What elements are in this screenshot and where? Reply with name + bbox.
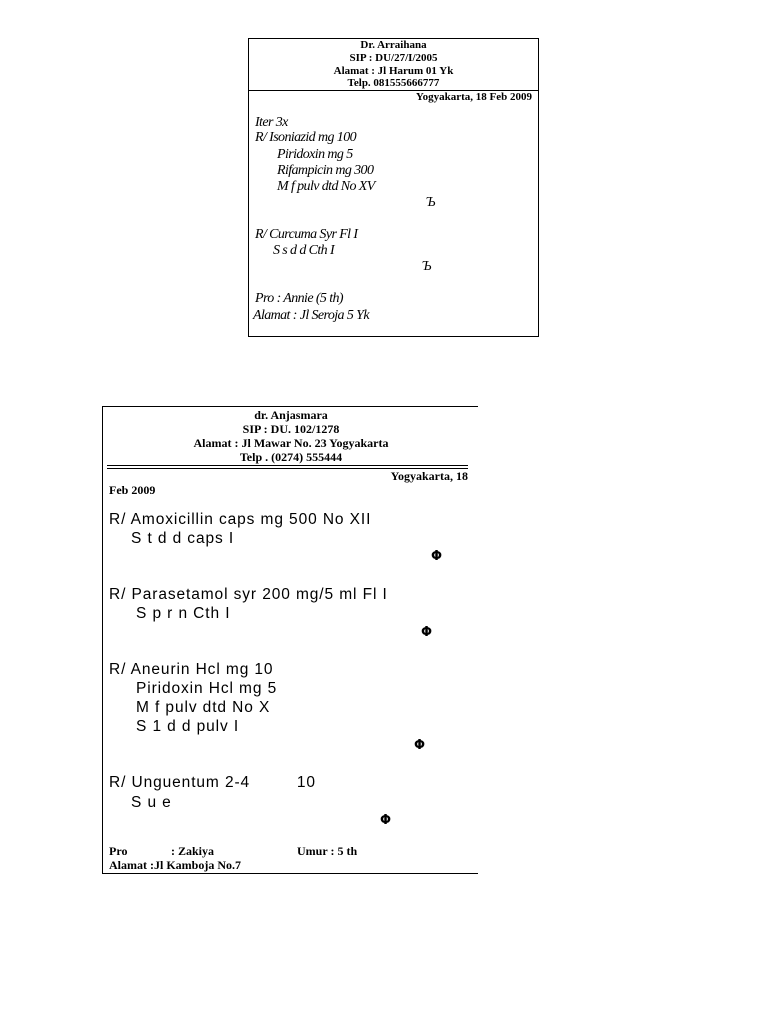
signature-mark: Φ xyxy=(380,813,392,828)
rx-line: S 1 d d pulv I xyxy=(136,718,240,735)
patient-address: Alamat : Jl Seroja 5 Yk xyxy=(253,308,369,323)
header-divider xyxy=(107,465,468,466)
patient-address: Alamat :Jl Kamboja No.7 xyxy=(109,858,241,872)
rx-line: R/ Amoxicillin caps mg 500 No XII xyxy=(109,511,372,528)
prescription-2 xyxy=(102,406,478,874)
signature-mark: Φ xyxy=(421,625,433,640)
rx-line: Piridoxin mg 5 xyxy=(277,147,353,162)
iter-line: Iter 3x xyxy=(255,115,288,130)
rx-line: R/ Aneurin Hcl mg 10 xyxy=(109,661,274,678)
patient-label: Pro xyxy=(109,844,128,858)
rx-line: R/ Isoniazid mg 100 xyxy=(255,130,356,145)
rx-line: M f pulv dtd No XV xyxy=(277,179,375,194)
doctor-address: Alamat : Jl Mawar No. 23 Yogyakarta xyxy=(193,436,389,450)
rx-line: Piridoxin Hcl mg 5 xyxy=(136,680,278,697)
rx-line: S u e xyxy=(131,794,172,811)
patient-name: : Zakiya xyxy=(171,844,215,858)
doctor-address: Alamat : Jl Harum 01 Yk xyxy=(333,65,454,77)
doctor-phone: Telp. 081555666777 xyxy=(347,77,440,89)
doctor-name: Dr. Arraihana xyxy=(360,39,427,51)
signature-mark: Φ xyxy=(431,549,443,564)
signature-mark: Ъ xyxy=(422,259,431,274)
rx-line: R/ Unguentum 2-4 10 xyxy=(109,774,316,791)
rx-line: Rifampicin mg 300 xyxy=(277,163,374,178)
prescription-date: Yogyakarta, 18 xyxy=(390,469,468,483)
prescription-1 xyxy=(248,38,539,337)
rx-line: M f pulv dtd No X xyxy=(136,699,271,716)
prescription-date-cont: Feb 2009 xyxy=(109,483,156,497)
doctor-phone: Telp . (0274) 555444 xyxy=(239,450,343,464)
sip-number: SIP : DU/27/I/2005 xyxy=(349,52,438,64)
signature-mark: Φ xyxy=(414,738,426,753)
sip-number: SIP : DU. 102/1278 xyxy=(242,422,340,436)
prescription-date: Yogyakarta, 18 Feb 2009 xyxy=(415,91,532,103)
rx-line: R/ Curcuma Syr Fl I xyxy=(255,227,358,242)
rx-line: S p r n Cth I xyxy=(136,605,231,622)
patient-name: Pro : Annie (5 th) xyxy=(255,291,343,306)
rx-line: S t d d caps I xyxy=(131,530,235,547)
rx-line: S s d d Cth I xyxy=(273,243,335,258)
rx-line: R/ Parasetamol syr 200 mg/5 ml Fl I xyxy=(109,586,388,603)
doctor-name: dr. Anjasmara xyxy=(254,408,328,422)
signature-mark: Ъ xyxy=(426,195,435,210)
patient-age: Umur : 5 th xyxy=(297,844,358,858)
